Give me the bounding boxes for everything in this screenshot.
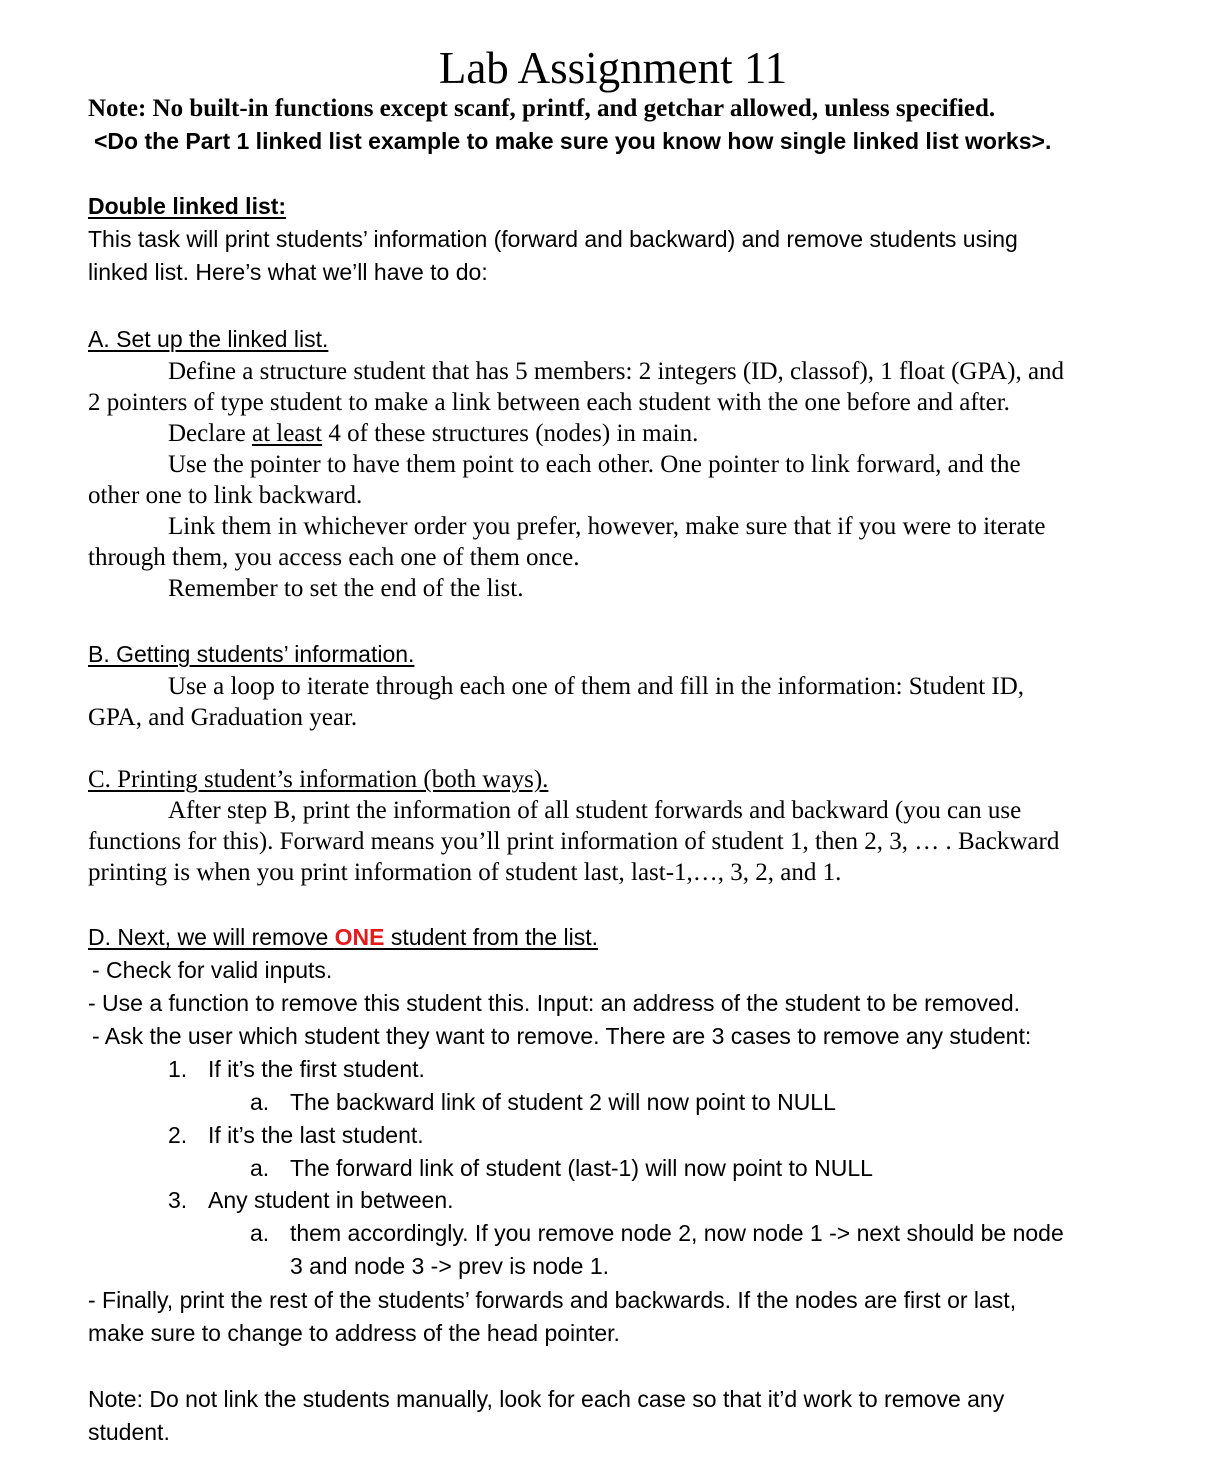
case-item [168,1058,425,1081]
section-a-text: Declare [168,420,252,447]
section-a-text: 4 of these structures (nodes) in main. [322,420,699,447]
section-a-line: other one to link backward. [88,482,363,509]
section-b-line: GPA, and Graduation year. [88,704,358,731]
section-d-heading-text: D. Next, we will remove [88,924,335,950]
case-item [168,1189,454,1212]
case-letter: a. [250,1155,270,1181]
case-text: If it’s the last student. [208,1122,424,1148]
case-subtext: The forward link of student (last-1) will now point to NULL [290,1155,873,1181]
section-d-heading-text: student from the list. [384,924,598,950]
case-subtext: The backward link of student 2 will now point to NULL [290,1089,836,1115]
section-d-bullet: - Ask the user which student they want to remove. There are 3 cases to remove any student: [92,1023,1032,1049]
section-d-final: make sure to change to address of the head pointer. [88,1320,620,1346]
case-number: 3. [168,1187,188,1213]
section-d-bullet: - Check for valid inputs. [92,957,333,983]
section-a-heading: A. Set up the linked list. [88,326,329,352]
section-d-final: - Finally, print the rest of the students’ forwards and backwards. If the nodes are first or last, [88,1287,1017,1313]
page-title: Lab Assignment 11 [438,43,788,93]
case-text: Any student in between. [208,1187,454,1213]
note-part1: <Do the Part 1 linked list example to make sure you know how single linked list works>. [94,128,1052,154]
section-c-line: functions for this). Forward means you’ll print information of student 1, then 2, 3, … . Backward [88,828,1060,855]
intro-line: This task will print students’ information (forward and backward) and remove students using [88,226,1018,252]
section-a-line: Link them in whichever order you prefer, however, make sure that if you were to iterate [168,513,1046,540]
section-c-line: printing is when you print information of student last, last-1,…, 3, 2, and 1. [88,859,842,886]
section-b-heading: B. Getting students’ information. [88,641,415,667]
case-letter: a. [250,1220,270,1246]
section-a-emphasis: at least [251,420,323,447]
case-letter: a. [250,1089,270,1115]
case-text: If it’s the first student. [208,1056,425,1082]
footer-note: Note: Do not link the students manually, look for each case so that it’d work to remove any [88,1386,1005,1412]
section-b-line: Use a loop to iterate through each one of them and fill in the information: Student ID, [168,673,1025,700]
section-c-heading: C. Printing student’s information (both ways). [88,766,549,793]
intro-heading: Double linked list: [88,193,287,219]
case-subtext-continued: 3 and node 3 -> prev is node 1. [290,1253,610,1279]
case-subitem [250,1157,873,1180]
case-subitem [250,1091,836,1114]
section-a-line: Remember to set the end of the list. [168,575,524,602]
case-subtext: them accordingly. If you remove node 2, now node 1 -> next should be node [290,1220,1064,1246]
case-item [168,1124,424,1147]
section-a-line: Use the pointer to have them point to each other. One pointer to link forward, and the [168,451,1021,478]
section-c-line: After step B, print the information of all student forwards and backward (you can use [168,797,1022,824]
section-a-line: through them, you access each one of them once. [88,544,580,571]
footer-note: student. [88,1419,170,1445]
case-number: 1. [168,1056,188,1082]
note-restriction: Note: No built-in functions except scanf, printf, and getchar allowed, unless specified. [88,95,996,122]
intro-line: linked list. Here’s what we’ll have to do: [88,259,488,285]
section-d-heading [88,926,598,949]
section-a-line: Define a structure student that has 5 members: 2 integers (ID, classof), 1 float (GPA), and [168,358,1065,385]
case-number: 2. [168,1122,188,1148]
section-d-bullet: - Use a function to remove this student this. Input: an address of the student to be removed. [88,990,1021,1016]
section-d-emphasis: ONE [334,924,385,950]
case-subitem [250,1222,1064,1245]
section-a-line [168,421,698,446]
section-a-line: 2 pointers of type student to make a link between each student with the one before and after. [88,389,1010,416]
